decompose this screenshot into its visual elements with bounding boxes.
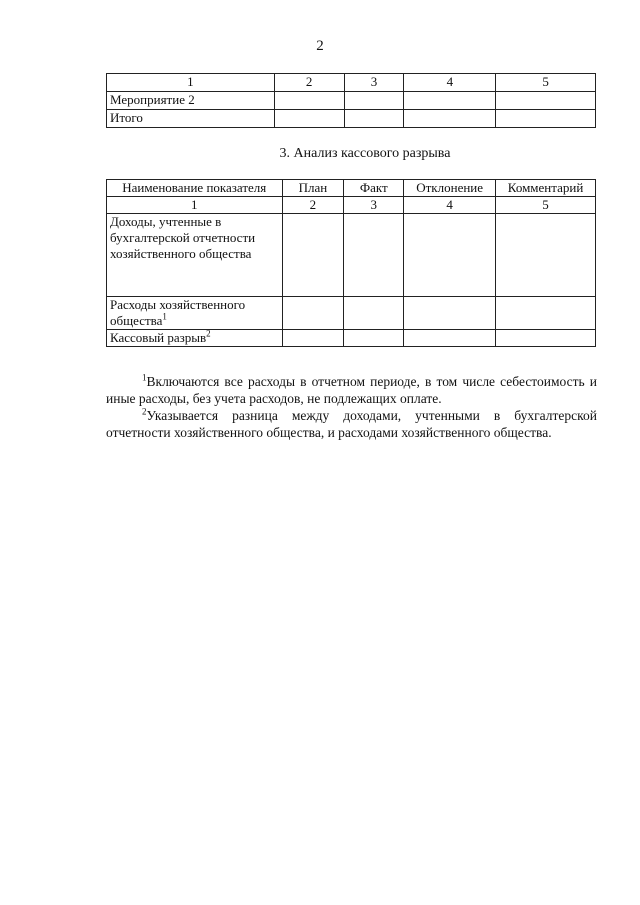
column-number: 2 (274, 74, 344, 92)
table-cell (344, 92, 404, 110)
table-cell (496, 330, 596, 347)
table-cell (404, 110, 496, 128)
column-header: Наименование показателя (107, 180, 283, 197)
cash-gap-table (106, 179, 596, 347)
row-label: Доходы, учтенные в бухгалтерской отчетности хозяйственного общества (107, 214, 283, 297)
footnotes (106, 373, 597, 441)
table-row (107, 92, 596, 110)
row-label (107, 330, 283, 347)
column-number: 4 (404, 197, 496, 214)
column-header: План (282, 180, 344, 197)
column-number: 5 (496, 197, 596, 214)
column-number: 1 (107, 197, 283, 214)
column-number: 5 (496, 74, 596, 92)
table-cell (496, 297, 596, 330)
table-cell (274, 110, 344, 128)
activities-table (106, 73, 596, 128)
table-cell (496, 214, 596, 297)
table-cell (404, 92, 496, 110)
column-number: 1 (107, 74, 275, 92)
table-row (107, 330, 596, 347)
column-number: 4 (404, 74, 496, 92)
column-number: 3 (344, 197, 404, 214)
table-header-row (107, 74, 596, 92)
table-cell (404, 297, 496, 330)
footnote-ref: 1 (162, 311, 167, 322)
footnote-ref: 2 (206, 328, 211, 339)
table-cell (344, 330, 404, 347)
table-cell (496, 110, 596, 128)
row-label: Итого (107, 110, 275, 128)
footnote-mark: 1 (142, 372, 147, 383)
column-number: 2 (282, 197, 344, 214)
table-cell (404, 330, 496, 347)
footnote-mark: 2 (142, 406, 147, 417)
footnote (106, 373, 597, 407)
table-row (107, 297, 596, 330)
table-cell (496, 92, 596, 110)
table-cell (344, 297, 404, 330)
row-label-text: Расходы хозяйственного общества (110, 297, 246, 328)
row-label: Мероприятие 2 (107, 92, 275, 110)
section-heading: 3. Анализ кассового разрыва (279, 146, 451, 161)
page-number: 2 (316, 38, 324, 54)
table-cell (282, 297, 344, 330)
table-header-row (107, 180, 596, 197)
footnote-text: Включаются все расходы в отчетном периоде, в том числе себестоимость и иные расходы, без учета расходов, не подлежащих оплате. (106, 374, 597, 406)
column-header: Комментарий (496, 180, 596, 197)
table-number-row (107, 197, 596, 214)
column-header: Факт (344, 180, 404, 197)
table-cell (344, 214, 404, 297)
table-cell (404, 214, 496, 297)
column-header: Отклонение (404, 180, 496, 197)
footnote-text: Указывается разница между доходами, учтенными в бухгалтерской отчетности хозяйственного общества, и расходами хозяйственного общества. (106, 408, 597, 440)
row-label-text: Кассовый разрыв (110, 330, 207, 345)
table-cell (274, 92, 344, 110)
table-cell (282, 330, 344, 347)
column-number: 3 (344, 74, 404, 92)
table-row (107, 110, 596, 128)
row-label (107, 297, 283, 330)
footnote (106, 407, 597, 441)
table-row (107, 214, 596, 297)
table-cell (344, 110, 404, 128)
table-cell (282, 214, 344, 297)
